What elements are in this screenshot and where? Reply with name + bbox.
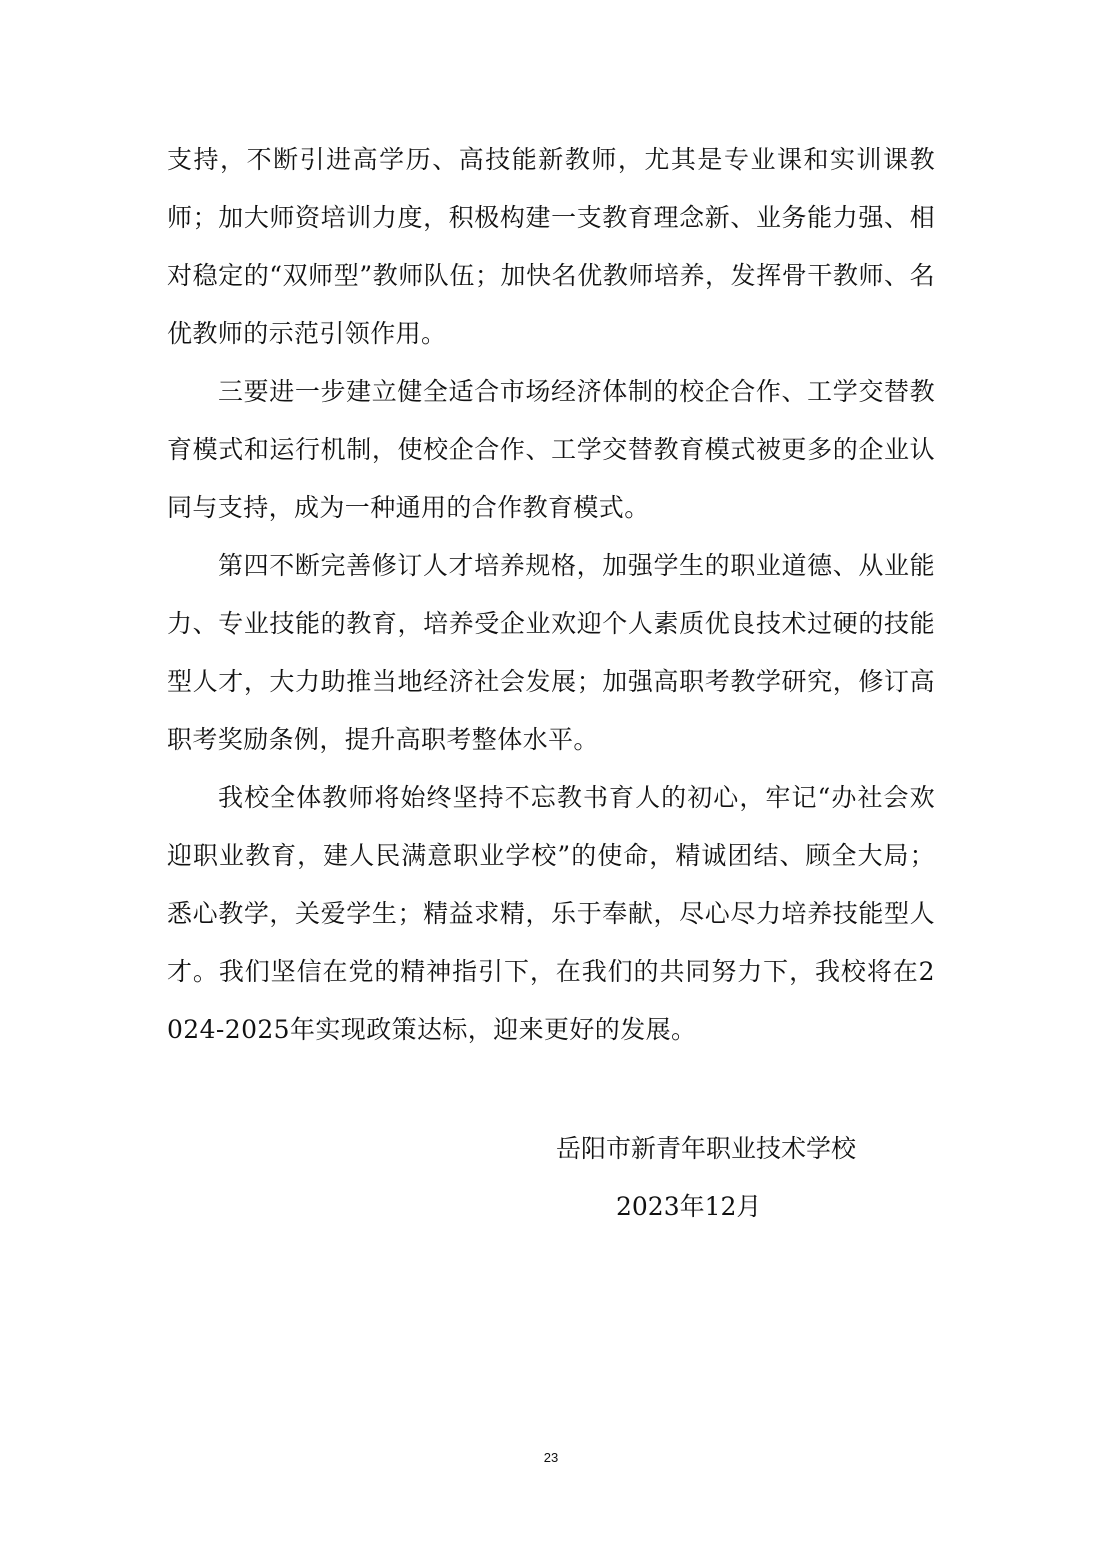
signature-date: 2023年12月 <box>616 1192 762 1221</box>
paragraph-continuation: 支持，不断引进高学历、高技能新教师，尤其是专业课和实训课教师；加大师资培训力度，积极构建一支教育理念新、业务能力强、相对稳定的“双师型”教师队伍；加快名优教师培养，发挥骨干教师、名优教师的示范引领作用。 <box>167 145 935 348</box>
signature-block <box>556 1120 936 1236</box>
paragraph-talent-training: 第四不断完善修订人才培养规格，加强学生的职业道德、从业能力、专业技能的教育，培养受企业欢迎个人素质优良技术过硬的技能型人才，大力助推当地经济社会发展；加强高职考教学研究，修订高职考奖励条例，提升高职考整体水平。 <box>167 551 935 754</box>
paragraph-school-enterprise: 三要进一步建立健全适合市场经济体制的校企合作、工学交替教育模式和运行机制，使校企合作、工学交替教育模式被更多的企业认同与支持，成为一种通用的合作教育模式。 <box>167 377 935 522</box>
page-number: 23 <box>543 1450 559 1465</box>
signature-organization: 岳阳市新青年职业技术学校 <box>556 1134 857 1163</box>
body-text <box>167 131 935 1059</box>
paragraph-conclusion: 我校全体教师将始终坚持不忘教书育人的初心，牢记“办社会欢迎职业教育，建人民满意职业学校”的使命，精诚团结、顾全大局；悉心教学，关爱学生；精益求精，乐于奉献，尽心尽力培养技能型人才。我们坚信在党的精神指引下，在我们的共同努力下，我校将在2024-2025年实现政策达标，迎来更好的发展。 <box>167 783 935 1044</box>
